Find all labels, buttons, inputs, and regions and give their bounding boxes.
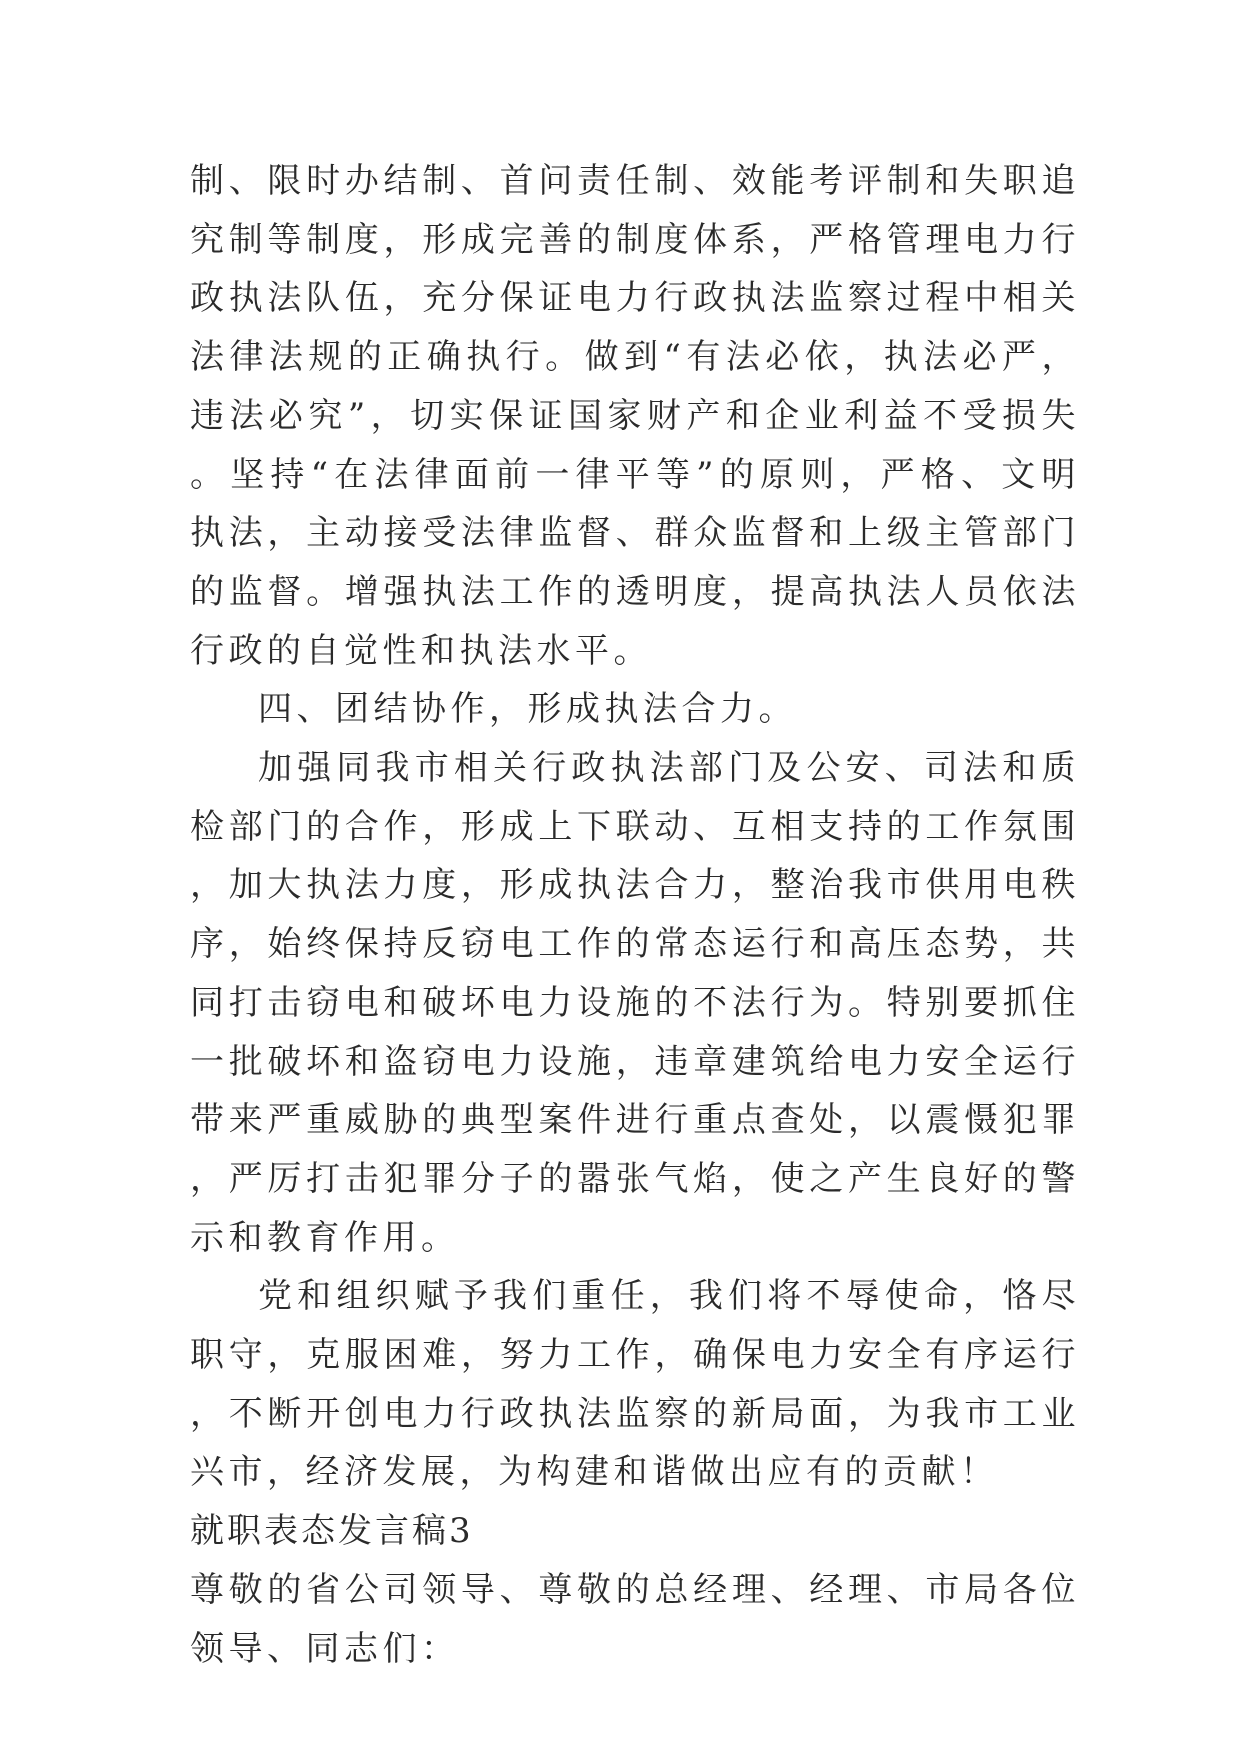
document-body (190, 152, 1080, 1678)
section-heading-cooperation: 四、团结协作，形成执法合力。 (258, 689, 797, 730)
paragraph-enforcement-system: 制、限时办结制、首问责任制、效能考评制和失职追究制等制度，形成完善的制度体系，严格管理电力行政执法队伍，充分保证电力行政执法监察过程中相关法律法规的正确执行。做到“有法必依，执法必严，违法必究”，切实保证国家财产和企业利益不受损失。坚持“在法律面前一律平等”的原则，严格、文明执法，主动接受法律监督、群众监督和上级主管部门的监督。增强执法工作的透明度，提高执法人员依法行政的自觉性和执法水平。 (190, 161, 1080, 671)
speech-title: 就职表态发言稿3 (190, 1511, 474, 1552)
paragraph-commitment: 党和组织赋予我们重任，我们将不辱使命，恪尽职守，克服困难，努力工作，确保电力安全有序运行，不断开创电力行政执法监察的新局面，为我市工业兴市，经济发展，为构建和谐做出应有的贡献！ (190, 1276, 1080, 1493)
paragraph-cooperation: 加强同我市相关行政执法部门及公安、司法和质检部门的合作，形成上下联动、互相支持的工作氛围，加大执法力度，形成执法合力，整治我市供用电秩序，始终保持反窃电工作的常态运行和高压态势，共同打击窃电和破坏电力设施的不法行为。特别要抓住一批破坏和盗窃电力设施，违章建筑给电力安全运行带来严重威胁的典型案件进行重点查处，以震慑犯罪，严厉打击犯罪分子的嚣张气焰，使之产生良好的警示和教育作用。 (190, 748, 1080, 1258)
salutation: 尊敬的省公司领导、尊敬的总经理、经理、市局各位领导、同志们： (190, 1569, 1080, 1669)
